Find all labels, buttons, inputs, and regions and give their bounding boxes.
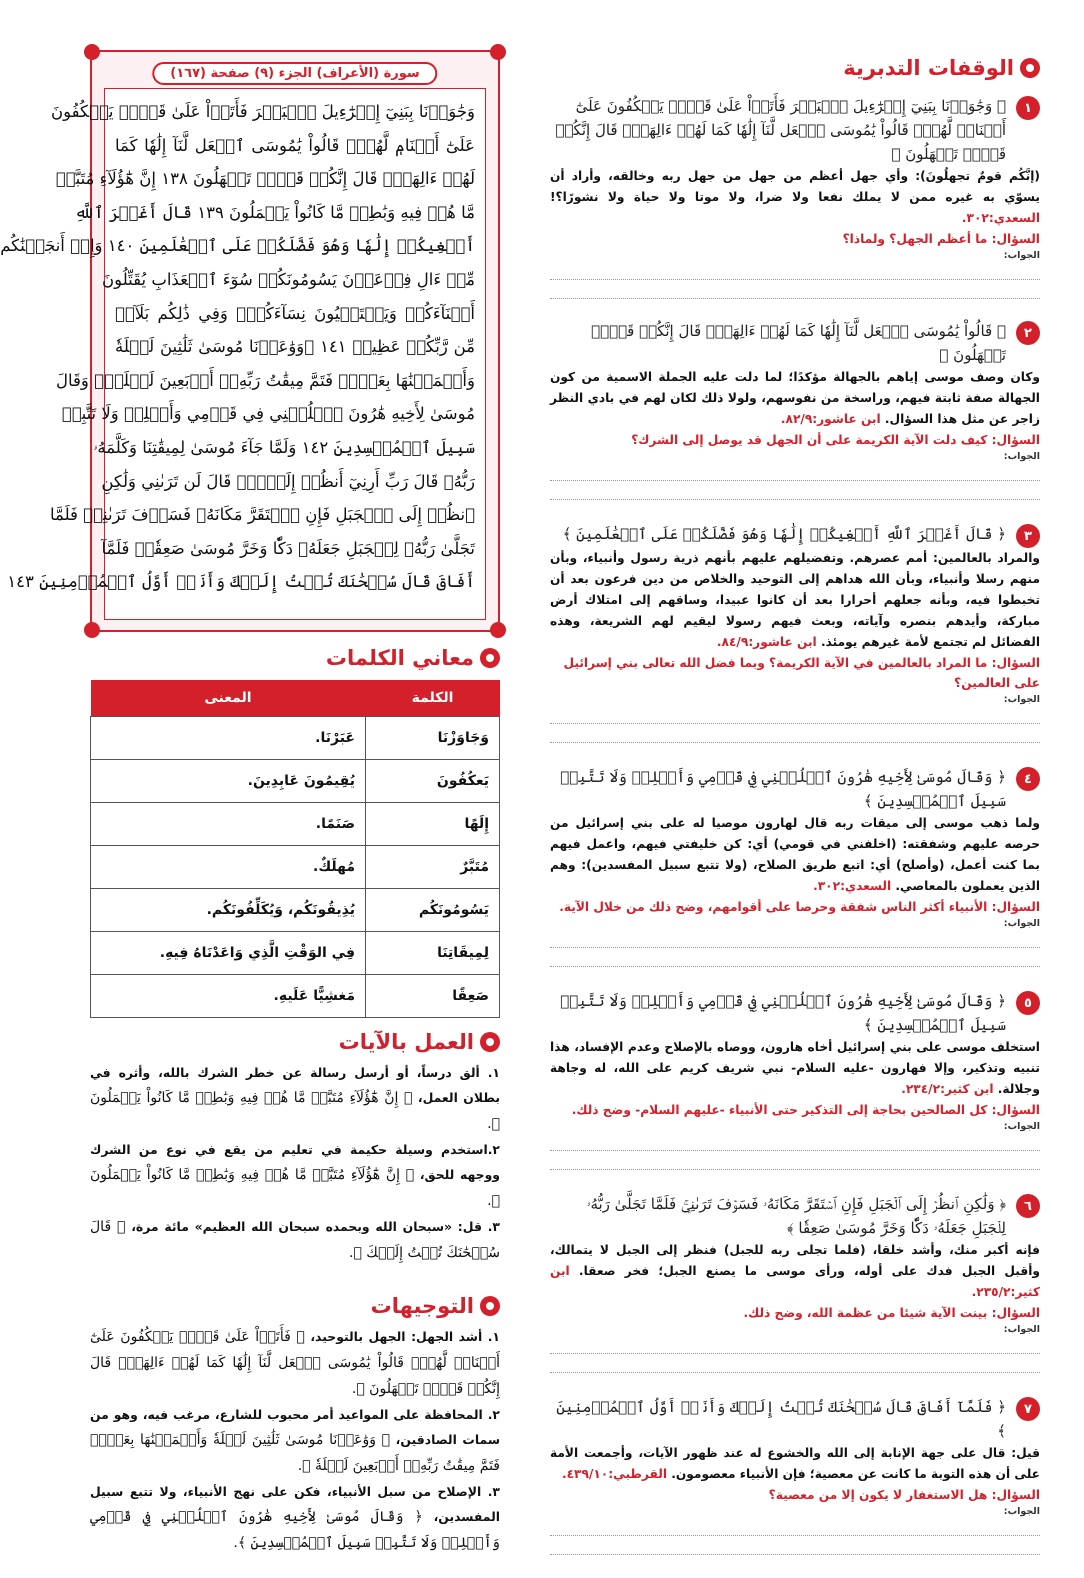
source: القرطبي:٤٣٩/١٠. xyxy=(561,1467,668,1481)
waqfa-item xyxy=(550,319,1040,500)
table-row: وَجَاوَزْنَا عَبَرْنَا. xyxy=(91,717,500,760)
answer-line[interactable] xyxy=(550,1517,1040,1536)
table-row: مُتَبَّرٌ مُهلَكٌ. xyxy=(91,846,500,889)
item-number: ١ xyxy=(1016,96,1040,120)
waqfa-item xyxy=(550,1192,1040,1373)
mushaf-line: مِّنۡ ءَالِ فِرۡعَوۡنَ يَسُومُونَكُمۡ سُوٓءَ ٱلۡعَذَابِ يُقَتِّلُونَ xyxy=(102,269,475,289)
guidance-list xyxy=(90,1324,500,1556)
verse-text: ﴿ وَلَٰكِنِ ٱنظُرۡ إِلَى ٱلۡجَبَلِ فَإِنِ ٱسۡتَقَرَّ مَكَانَهُۥ فَسَوۡفَ تَرَىٰنِيۚ فَلَمَّا تَجَلَّىٰ رَبُّهُۥ لِلۡجَبَلِ جَعَلَهُۥ دَكّٗا وَخَرَّ مُوسَىٰ صَعِقٗا ﴾ xyxy=(586,1195,1006,1237)
table-row: يَسُومُونَكُم يُذِيقُونَكُم، وَيُكَلِّفُونَكُم. xyxy=(91,889,500,932)
flower-icon xyxy=(480,1296,500,1316)
column-header: المعنى xyxy=(91,680,366,717)
verse-text: ﴿ فَلَمَّآ أَفَاقَ قَالَ سُبۡحَٰنَكَ تُبۡتُ إِلَيۡكَ وَأَنَا۠ أَوَّلُ ٱلۡمُؤۡمِنِينَ ﴾ xyxy=(556,1398,1006,1440)
mushaf-line: وَجَٰوَزۡنَا بِبَنِيٓ إِسۡرَٰٓءِيلَ ٱلۡبَحۡرَ فَأَتَوۡاْ عَلَىٰ قَوۡمٖ يَعۡكُفُونَ xyxy=(50,102,475,121)
source: السعدي:٣٠٢. xyxy=(813,879,892,893)
verse-text: ﴿ وَقَالَ مُوسَىٰ لِأَخِيهِ هَٰرُونَ ٱخۡلُفۡنِي فِي قَوۡمِي وَأَصۡلِحۡ وَلَا تَتَّبِعۡ سَبِيلَ ٱلۡمُفۡسِدِينَ ﴾ xyxy=(560,992,1006,1034)
question: السؤال: كل الصالحين بحاجة إلى التذكير حتى الأنبياء -عليهم السلام- وضح ذلك. xyxy=(571,1103,1040,1117)
answer-line[interactable] xyxy=(550,462,1040,481)
answer-line[interactable] xyxy=(550,1354,1040,1373)
source: السعدي:٣٠٢. xyxy=(961,211,1040,225)
mushaf-line: أَفَاقَ قَالَ سُبۡحَٰنَكَ تُبۡتُ إِلَيۡكَ وَأَنَا۠ أَوَّلُ ٱلۡمُؤۡمِنِينَ ١٤٣ xyxy=(7,572,475,592)
mushaf-line: وَأَتۡمَمۡنَٰهَا بِعَشۡرٖ فَتَمَّ مِيقَٰتُ رَبِّهِۦٓ أَرۡبَعِينَ لَيۡلَةٗۚ وَقَالَ xyxy=(56,370,475,390)
question: السؤال: هل الاستغفار لا يكون إلا من معصية؟ xyxy=(768,1488,1040,1502)
flower-icon xyxy=(1020,58,1040,78)
item-number: ٤ xyxy=(1016,767,1040,791)
answer-line[interactable] xyxy=(550,1151,1040,1170)
commentary: استخلف موسى على بني إسرائيل أخاه هارون، ووصاه بالإصلاح وعدم الإفساد، هذا تنبيه وتذكير، وإلا فهارون -عليه السلام- نبي شريف كريم على الله، له وجاهة وجلالة. ابن كثير:٢٣٤/٢. xyxy=(550,1040,1040,1096)
question: السؤال: كيف دلت الآية الكريمة على أن الجهل قد يوصل إلى الشرك؟ xyxy=(631,433,1040,447)
item-number: ٧ xyxy=(1016,1397,1040,1421)
verse-text: ﴿ وَقَالَ مُوسَىٰ لِأَخِيهِ هَٰرُونَ ٱخۡلُفۡنِي فِي قَوۡمِي وَأَصۡلِحۡ وَلَا تَتَّبِعۡ سَبِيلَ ٱلۡمُفۡسِدِينَ ﴾ xyxy=(560,768,1006,810)
work-list xyxy=(90,1060,500,1266)
commentary: (إنَّكُم قومٌ تجهلُونَ): وأي جهل أعظم من جهل من جهل ربه وخالقه، وأراد أن يسوّي به غيره ممن لا يملك نفعا ولا ضرا، ولا موتا ولا حياة ولا نشورًا؟! السعدي:٣٠٢. xyxy=(550,169,1040,225)
item-number: ٥ xyxy=(1016,991,1040,1015)
mushaf-page xyxy=(0,50,500,632)
question: السؤال: الأنبياء أكثر الناس شفقة وحرصا على أقوامهم، وضح ذلك من خلال الآية. xyxy=(559,900,1040,914)
mushaf-line: تَجَلَّىٰ رَبُّهُۥ لِلۡجَبَلِ جَعَلَهُۥ دَكّٗا وَخَرَّ مُوسَىٰ صَعِقٗاۚ فَلَمَّآ xyxy=(101,538,475,558)
answer-label: الجواب: xyxy=(1003,1121,1040,1132)
table-row: إِلَهًا صَنَمًا. xyxy=(91,803,500,846)
answer-line[interactable] xyxy=(550,280,1040,299)
answer-label: الجواب: xyxy=(1003,250,1040,261)
mushaf-line: مِّن رَّبِّكُمۡ عَظِيمٞ ١٤١ ۞وَوَٰعَدۡنَا مُوسَىٰ ثَلَٰثِينَ لَيۡلَةٗ xyxy=(115,337,475,357)
waqfa-item xyxy=(550,1395,1040,1555)
verse-text: ﴿ قَالُواْ يَٰمُوسَى ٱجۡعَل لَّنَآ إِلَٰهٗا كَمَا لَهُمۡ ءَالِهَةٞۚ قَالَ إِنَّكُمۡ قَوۡمٞ تَجۡهَلُونَ ﴾ xyxy=(591,322,1006,364)
answer-label: الجواب: xyxy=(1003,694,1040,705)
waqfa-item xyxy=(550,765,1040,967)
mushaf-line: أَبۡغِيكُمۡ إِلَٰهٗا وَهُوَ فَضَّلَكُمۡ عَلَى ٱلۡعَٰلَمِينَ ١٤٠ وَإِذۡ أَنجَيۡنَٰكُم xyxy=(0,236,475,256)
item-number: ٣ xyxy=(1016,524,1040,548)
words-table xyxy=(90,680,500,1018)
column-header: الكلمة xyxy=(366,680,500,717)
table-row: يَعكُفُونَ يُقِيمُونَ عَابِدِينَ. xyxy=(91,760,500,803)
list-item: ٢. المحافظة على المواعيد أمر محبوب للشارع، مرغب فيه، وهو من سمات الصادقين، ﴿ وَوَٰعَدۡنَا مُوسَىٰ ثَلَٰثِينَ لَيۡلَةٗ وَأَتۡمَمۡنَٰهَا بِعَشۡرٖ فَتَمَّ مِيقَٰتُ رَبِّهِۦٓ أَرۡبَعِينَ لَيۡلَةٗ ﴾. xyxy=(90,1407,501,1474)
mushaf-line: ٱنظُرۡ إِلَى ٱلۡجَبَلِ فَإِنِ ٱسۡتَقَرَّ مَكَانَهُۥ فَسَوۡفَ تَرَىٰنِيۚ فَلَمَّا xyxy=(50,505,475,525)
source: ابن كثير:٢٣٥/٢. xyxy=(550,1264,1040,1299)
mushaf-text xyxy=(0,88,486,620)
item-number: ٦ xyxy=(1016,1194,1040,1218)
words-title: معاني الكلمات xyxy=(90,640,500,676)
commentary: والمراد بالعالمين: أمم عصرهم. وتفضيلهم عليهم بأنهم ذرية رسول وأنبياء، وبأن منهم رسلا وأنبياء، وبأن الله هداهم إلى التوحيد والخلاص من دين فرعون بعد أن تخبطوا فيه، وبأنه جعلهم أحرارا بعد أن كانوا عبيدا، وساقهم إلى امتلاك أرض مباركة، وأيدهم بنصره وآياته، وبعث فيهم رسولا ليقيم لهم الشريعة، وهذه الفضائل لم تجتمع لأمة غيرهم يومئذ. ابن عاشور:٨٤/٩. xyxy=(550,551,1040,649)
list-item: ٣. قل: «سبحان الله وبحمده سبحان الله العظيم» مائة مرة، ﴿ قَالَ سُبۡحَٰنَكَ تُبۡتُ إِلَيۡكَ ﴾. xyxy=(90,1219,500,1261)
corner-ornament-icon xyxy=(490,44,506,60)
surah-header: سورة (الأعراف) الجزء (٩) صفحة (١٦٧) xyxy=(152,62,437,85)
mushaf-line: عَلَىٰٓ أَصۡنَامٖ لَّهُمۡۚ قَالُواْ يَٰمُوسَى ٱجۡعَل لَّنَآ إِلَٰهٗا كَمَا xyxy=(115,135,475,155)
corner-ornament-icon xyxy=(84,622,100,638)
waqafat-title: الوقفات التدبرية xyxy=(550,50,1040,86)
mushaf-line: مَّا هُمۡ فِيهِ وَبَٰطِلٞ مَّا كَانُواْ يَعۡمَلُونَ ١٣٩ قَالَ أَغَيۡرَ ٱللَّهِ xyxy=(74,202,475,222)
corner-ornament-icon xyxy=(490,622,506,638)
source: ابن عاشور:٨٢/٩. xyxy=(780,412,881,426)
list-item: ٣. الإصلاح من سبل الأنبياء، فكن على نهج الأنبياء، ولا تتبع سبيل المفسدين، ﴿ وَقَالَ مُوسَىٰ لِأَخِيهِ هَٰرُونَ ٱخۡلُفۡنِي فِي قَوۡمِي وَأَصۡلِحۡ وَلَا تَتَّبِعۡ سَبِيلَ ٱلۡمُفۡسِدِينَ ﴾. xyxy=(90,1484,500,1551)
flower-icon xyxy=(480,1032,500,1052)
answer-label: الجواب: xyxy=(1003,918,1040,929)
table-row: لِمِيقَاتِنَا فِي الوَقْتِ الَّذِي وَاعَدْنَاهُ فِيهِ. xyxy=(91,932,500,975)
answer-label: الجواب: xyxy=(1003,1324,1040,1335)
commentary: قيل: قال على جهة الإنابة إلى الله والخشوع له عند ظهور الآيات، وأجمعت الأمة على أن هذه التوبة ما كانت عن معصية؛ فإن الأنبياء معصومون. القرطبي:٤٣٩/١٠. xyxy=(550,1446,1040,1481)
list-item: ١. ألق درساً، أو أرسل رسالة عن خطر الشرك بالله، وأثره في بطلان العمل، ﴿ إِنَّ هَٰٓؤُلَآءِ مُتَبَّرٞ مَّا هُمۡ فِيهِ وَبَٰطِلٞ مَّا كَانُواْ يَعۡمَلُونَ ﴾. xyxy=(90,1065,500,1132)
mushaf-line: رَبُّهُۥ قَالَ رَبِّ أَرِنِيٓ أَنظُرۡ إِلَيۡكَۚ قَالَ لَن تَرَىٰنِي وَلَٰكِنِ xyxy=(101,471,475,491)
corner-ornament-icon xyxy=(84,44,100,60)
mushaf-line: مُوسَىٰ لِأَخِيهِ هَٰرُونَ ٱخۡلُفۡنِي فِي قَوۡمِي وَأَصۡلِحۡ وَلَا تَتَّبِعۡ xyxy=(61,404,475,424)
answer-line[interactable] xyxy=(550,481,1040,500)
answer-line[interactable] xyxy=(550,724,1040,743)
question: السؤال: ما أعظم الجهل؟ ولماذا؟ xyxy=(842,232,1040,246)
list-item: ١. أشد الجهل: الجهل بالتوحيد، ﴿ فَأَتَوۡاْ عَلَىٰ قَوۡمٖ يَعۡكُفُونَ عَلَىٰٓ أَصۡنَامٖ لَّهُمۡۚ قَالُواْ يَٰمُوسَى ٱجۡعَل لَّنَآ إِلَٰهٗا كَمَا لَهُمۡ ءَالِهَةٞۚ قَالَ إِنَّكُمۡ قَوۡمٞ تَجۡهَلُونَ ﴾. xyxy=(90,1329,500,1397)
mushaf-line: لَهُمۡ ءَالِهَةٞۚ قَالَ إِنَّكُمۡ قَوۡمٞ تَجۡهَلُونَ ١٣٨ إِنَّ هَٰٓؤُلَآءِ مُتَبَّرٞ xyxy=(55,169,475,189)
answer-line[interactable] xyxy=(550,705,1040,724)
question: السؤال: بينت الآية شيئا من عظمة الله، وضح ذلك. xyxy=(743,1306,1040,1320)
waqfa-item xyxy=(550,522,1040,743)
commentary: وكان وصف موسى إياهم بالجهالة مؤكدًا؛ لما دلت عليه الجملة الاسمية من كون الجهالة صفة ثابتة فيهم، وراسخة من نفوسهم، ولولا ذلك لكان لهم في بادي النظر زاجر عن مثل هذا السؤال. ابن عاشور:٨٢/٩. xyxy=(550,370,1040,426)
answer-line[interactable] xyxy=(550,948,1040,967)
commentary: ولما ذهب موسى إلى ميقات ربه قال لهارون موصيا له على بني إسرائيل من حرصه عليهم وشفقته: (اخلفني في قومي) أي: كن خليفتي فيهم، واعمل فيهم بما كنت أعمل، (وأصلح) أي: اتبع طريق الصلاح، (ولا تتبع سبيل المفسدين): وهم الذين يعملون بالمعاصي. السعدي:٣٠٢. xyxy=(550,816,1040,893)
left-column xyxy=(0,50,501,1556)
guidance-title: التوجيهات xyxy=(90,1288,500,1324)
answer-line[interactable] xyxy=(550,261,1040,280)
answer-label: الجواب: xyxy=(1003,1506,1040,1517)
waqfa-item xyxy=(550,989,1040,1170)
source: ابن عاشور:٨٤/٩. xyxy=(716,635,817,649)
answer-line[interactable] xyxy=(550,1536,1040,1555)
source: ابن كثير:٢٣٤/٢. xyxy=(901,1082,994,1096)
answer-line[interactable] xyxy=(550,929,1040,948)
work-title: العمل بالآيات xyxy=(90,1024,500,1060)
question: السؤال: ما المراد بالعالمين في الآية الكريمة؟ وبما فضل الله تعالى بني إسرائيل على العالمين؟ xyxy=(563,656,1040,690)
verse-text: ﴿ قَالَ أَغَيۡرَ ٱللَّهِ أَبۡغِيكُمۡ إِلَٰهٗا وَهُوَ فَضَّلَكُمۡ عَلَى ٱلۡعَٰلَمِينَ ﴾ xyxy=(562,525,1006,543)
waqfa-item xyxy=(550,94,1040,299)
list-item: ٢.استخدم وسيلة حكيمة في تعليم من يقع في نوع من الشرك ووجهه للحق، ﴿ إِنَّ هَٰٓؤُلَآءِ مُتَبَّرٞ مَّا هُمۡ فِيهِ وَبَٰطِلٞ مَّا كَانُواْ يَعۡمَلُونَ ﴾. xyxy=(90,1142,500,1209)
waqafat-column xyxy=(550,50,1040,1555)
item-number: ٢ xyxy=(1016,321,1040,345)
table-row: صَعِقًا مَغشِيًّا عَلَيهِ. xyxy=(91,975,500,1018)
mushaf-line: أَبۡنَآءَكُمۡ وَيَسۡتَحۡيُونَ نِسَآءَكُمۡۚ وَفِي ذَٰلِكُم بَلَآءٞ xyxy=(115,303,475,323)
flower-icon xyxy=(480,648,500,668)
mushaf-line: سَبِيلَ ٱلۡمُفۡسِدِينَ ١٤٢ وَلَمَّا جَآءَ مُوسَىٰ لِمِيقَٰتِنَا وَكَلَّمَهُۥ xyxy=(93,437,475,457)
commentary: فإنه أكبر منك، وأشد خلقا، (فلما تجلى ربه للجبل) فنظر إلى الجبل لا يتمالك، وأقبل الجبل فدك على أوله، ورأى موسى ما يصنع الجبل؛ فخر صعقا. ابن كثير:٢٣٥/٢. xyxy=(550,1243,1040,1299)
answer-label: الجواب: xyxy=(1003,451,1040,462)
answer-line[interactable] xyxy=(550,1335,1040,1354)
answer-line[interactable] xyxy=(550,1132,1040,1151)
verse-text: ﴿ وَجَٰوَزۡنَا بِبَنِيٓ إِسۡرَٰٓءِيلَ ٱلۡبَحۡرَ فَأَتَوۡاْ عَلَىٰ قَوۡمٖ يَعۡكُفُونَ عَلَىٰٓ أَصۡنَامٖ لَّهُمۡۚ قَالُواْ يَٰمُوسَى ٱجۡعَل لَّنَآ إِلَٰهٗا كَمَا لَهُمۡ ءَالِهَةٞۚ قَالَ إِنَّكُمۡ قَوۡمٞ تَجۡهَلُونَ ﴾ xyxy=(555,97,1006,163)
